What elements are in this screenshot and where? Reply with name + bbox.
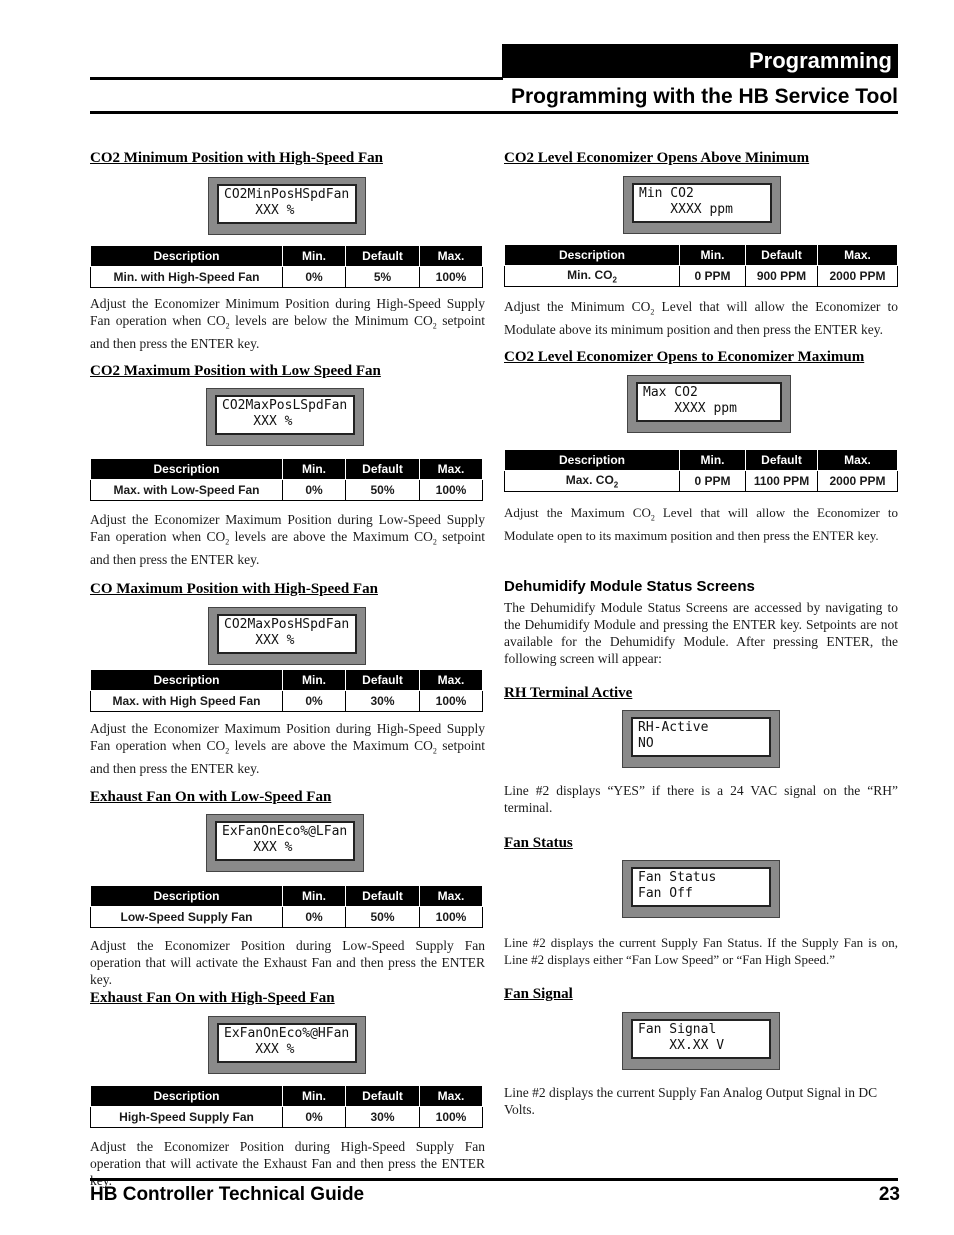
cell-description: Max. $CO_2$: [505, 471, 680, 492]
col-default: Default: [746, 245, 818, 266]
cell-max: 100%: [420, 1107, 483, 1128]
lcd-screen: [631, 867, 771, 907]
spec-table: [90, 1085, 483, 1128]
section-heading: CO2 Maximum Position with Low Speed Fan: [90, 363, 381, 379]
col-description: Description: [505, 450, 680, 471]
cell-description: Max. with High Speed Fan: [91, 691, 283, 712]
cell-min: 0%: [283, 1107, 346, 1128]
spec-table: [504, 244, 898, 287]
section-heading: Fan Status: [504, 835, 573, 851]
lcd-display: [623, 176, 781, 234]
col-default: Default: [746, 450, 818, 471]
cell-description: Min. with High-Speed Fan: [91, 267, 283, 288]
lcd-line-2: XXX %: [222, 414, 293, 429]
cell-default: 30%: [346, 1107, 420, 1128]
col-description: Description: [505, 245, 680, 266]
spec-table: [90, 245, 483, 288]
lcd-line-2: NO: [638, 736, 654, 751]
col-max: Max.: [818, 245, 898, 266]
lcd-line-1: Fan Signal: [638, 1022, 717, 1037]
table-row: [91, 1107, 483, 1128]
col-max: Max.: [818, 450, 898, 471]
cell-max: 100%: [420, 907, 483, 928]
col-max: Max.: [420, 886, 483, 907]
cell-max: 2000 PPM: [818, 266, 898, 287]
lcd-line-2: XXX %: [224, 633, 295, 648]
table-row: [505, 266, 898, 287]
table-row: [91, 267, 483, 288]
cell-min: 0%: [283, 267, 346, 288]
col-default: Default: [346, 246, 420, 267]
col-default: Default: [346, 886, 420, 907]
col-min: Min.: [283, 1086, 346, 1107]
cell-description: High-Speed Supply Fan: [91, 1107, 283, 1128]
lcd-line-1: Min CO2: [639, 186, 694, 201]
section-heading: CO Maximum Position with High-Speed Fan: [90, 581, 378, 597]
lcd-display: [627, 375, 791, 433]
subsection-heading: Dehumidify Module Status Screens: [504, 578, 755, 595]
col-min: Min.: [283, 670, 346, 691]
description-text: Line #2 displays the current Supply Fan Status. If the Supply Fan is on, Line #2 displays either “Fan Low Speed” or “Fan High Speed.”: [504, 935, 898, 967]
cell-max: 100%: [420, 480, 483, 501]
lcd-screen: [217, 184, 357, 224]
col-description: Description: [91, 886, 283, 907]
lcd-line-1: CO2MaxPosLSpdFan: [222, 398, 348, 413]
lcd-line-1: ExFanOnEco%@HFan: [224, 1026, 350, 1041]
cell-description: Max. with Low-Speed Fan: [91, 480, 283, 501]
lcd-display: [206, 814, 364, 872]
lcd-display: [208, 1016, 366, 1074]
lcd-line-2: XXX %: [222, 840, 293, 855]
section-title: Programming: [748, 48, 892, 73]
cell-max: 2000 PPM: [818, 471, 898, 492]
lcd-display: [206, 388, 364, 446]
lcd-line-2: Fan Off: [638, 886, 693, 901]
lcd-display: [622, 1012, 780, 1070]
cell-min: 0%: [283, 691, 346, 712]
col-max: Max.: [420, 1086, 483, 1107]
cell-min: 0 PPM: [680, 266, 746, 287]
table-row: [91, 691, 483, 712]
description-text: The Dehumidify Module Status Screens are accessed by navigating to the Dehumidify Module and pressing the ENTER key. Setpoints are not available for the Dehumidify Module. After pressing ENTER, the following screen will appear:: [504, 600, 898, 666]
lcd-line-1: Fan Status: [638, 870, 717, 885]
lcd-line-2: XXXX ppm: [639, 202, 733, 217]
cell-default: 50%: [346, 480, 420, 501]
section-heading: Fan Signal: [504, 986, 573, 1002]
cell-min: 0 PPM: [680, 471, 746, 492]
section-heading: CO2 Minimum Position with High-Speed Fan: [90, 150, 383, 166]
col-default: Default: [346, 670, 420, 691]
cell-max: 100%: [420, 267, 483, 288]
cell-max: 100%: [420, 691, 483, 712]
cell-default: 1100 PPM: [746, 471, 818, 492]
col-description: Description: [91, 1086, 283, 1107]
lcd-display: [208, 607, 366, 665]
cell-description: Low-Speed Supply Fan: [91, 907, 283, 928]
table-row: [505, 471, 898, 492]
col-description: Description: [91, 459, 283, 480]
description-text: Adjust the Economizer Minimum Position during High-Speed Supply Fan operation when $CO_2$ levels are below the Minimum $CO_2$ setpoint and then press the ENTER key.: [90, 296, 485, 351]
cell-default: 50%: [346, 907, 420, 928]
col-description: Description: [91, 246, 283, 267]
lcd-display: [622, 710, 780, 768]
cell-min: 0%: [283, 907, 346, 928]
table-row: [91, 480, 483, 501]
col-description: Description: [91, 670, 283, 691]
lcd-line-1: Max CO2: [643, 385, 698, 400]
description-text: Adjust the Maximum $CO_2$ Level that will allow the Economizer to Modulate open to its maximum position and then press the ENTER key.: [504, 505, 898, 543]
description-text: Line #2 displays the current Supply Fan Analog Output Signal in DC Volts.: [504, 1085, 878, 1117]
col-max: Max.: [420, 670, 483, 691]
lcd-line-2: XXX %: [224, 1042, 295, 1057]
description-text: Adjust the Economizer Maximum Position during High-Speed Supply Fan operation when $CO_2$ levels are above the Maximum $CO_2$ setpoint and then press the ENTER key.: [90, 721, 486, 776]
lcd-screen: [636, 382, 782, 422]
col-min: Min.: [283, 459, 346, 480]
lcd-screen: [631, 1019, 771, 1059]
lcd-line-1: ExFanOnEco%@LFan: [222, 824, 348, 839]
lcd-screen: [631, 717, 771, 757]
cell-description: Min. $CO_2$: [505, 266, 680, 287]
cell-default: 5%: [346, 267, 420, 288]
col-default: Default: [346, 459, 420, 480]
header-rule: [90, 77, 503, 80]
cell-default: 900 PPM: [746, 266, 818, 287]
col-min: Min.: [680, 450, 746, 471]
cell-min: 0%: [283, 480, 346, 501]
col-default: Default: [346, 1086, 420, 1107]
section-heading: Exhaust Fan On with Low-Speed Fan: [90, 789, 332, 805]
spec-table: [504, 449, 898, 492]
lcd-screen: [215, 821, 355, 861]
lcd-display: [208, 177, 366, 235]
section-heading: CO2 Level Economizer Opens Above Minimum: [504, 150, 810, 166]
lcd-line-1: CO2MaxPosHSpdFan: [224, 617, 350, 632]
lcd-line-1: CO2MinPosHSpdFan: [224, 187, 350, 202]
description-text: Adjust the Economizer Maximum Position during Low-Speed Supply Fan operation when $CO_2$ levels are above the Maximum $CO_2$ setpoint and then press the ENTER key.: [90, 512, 486, 567]
header-rule: [90, 111, 898, 114]
lcd-screen: [215, 395, 355, 435]
lcd-screen: [217, 614, 357, 654]
spec-table: [90, 885, 483, 928]
description-text: Adjust the Economizer Position during Low-Speed Supply Fan operation that will activate the Exhaust Fan and then press the ENTER key.: [90, 938, 485, 987]
lcd-screen: [632, 183, 772, 223]
page-number: 23: [878, 1184, 900, 1205]
section-heading: RH Terminal Active: [504, 685, 633, 701]
lcd-line-2: XXX %: [224, 203, 295, 218]
table-row: [91, 907, 483, 928]
footer-title: HB Controller Technical Guide: [90, 1184, 365, 1205]
lcd-line-2: XXXX ppm: [643, 401, 737, 416]
page-title: Programming with the HB Service Tool: [510, 85, 898, 108]
section-heading: CO2 Level Economizer Opens to Economizer Maximum: [504, 349, 865, 365]
col-min: Min.: [283, 246, 346, 267]
lcd-screen: [217, 1023, 357, 1063]
col-min: Min.: [283, 886, 346, 907]
description-text: Adjust the Economizer Position during High-Speed Supply Fan operation that will activate the Exhaust Fan and then press the ENTER: [90, 1139, 485, 1171]
section-heading: Exhaust Fan On with High-Speed Fan: [90, 990, 335, 1006]
spec-table: [90, 669, 483, 712]
description-text: Line #2 displays “YES” if there is a 24 VAC signal on the “RH” terminal.: [504, 783, 898, 815]
cell-default: 30%: [346, 691, 420, 712]
lcd-display: [622, 860, 780, 918]
lcd-line-1: RH-Active: [638, 720, 709, 735]
col-max: Max.: [420, 246, 483, 267]
col-max: Max.: [420, 459, 483, 480]
lcd-line-2: XX.XX V: [638, 1038, 725, 1053]
spec-table: [90, 458, 483, 501]
col-min: Min.: [680, 245, 746, 266]
footer-rule: [90, 1178, 898, 1181]
description-text: Adjust the Minimum $CO_2$ Level that will allow the Economizer to Modulate above its minimum position and then press the ENTER key.: [504, 299, 898, 337]
